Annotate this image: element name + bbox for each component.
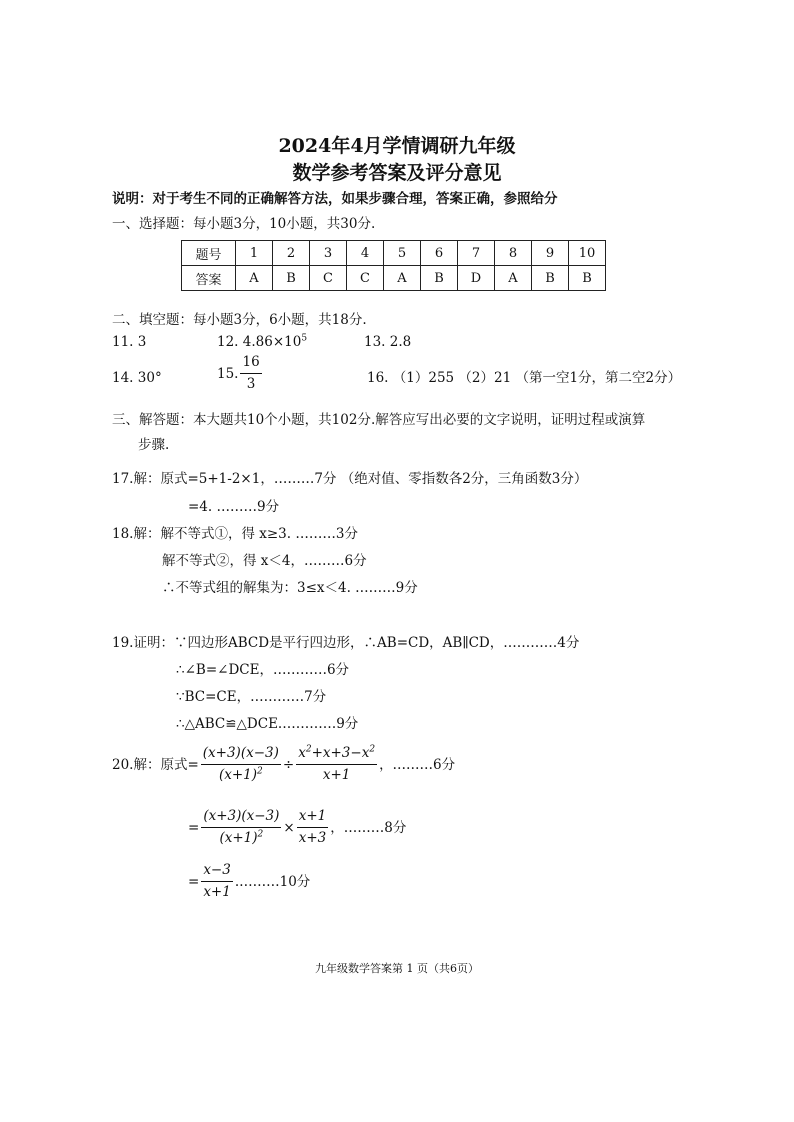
q20-score-1: ，………6分 <box>379 756 456 773</box>
fraction-numerator: x−3 <box>201 862 233 882</box>
q20-score-3: .………10分 <box>234 873 311 890</box>
q20-fraction-3 <box>201 808 281 847</box>
answer-q12-base: 12. 4.86×10 <box>217 334 302 350</box>
numerator-exponent-a: 2 <box>305 744 312 755</box>
q19-line3: ∵BC=CE，…………7分 <box>176 689 327 705</box>
fraction-denominator-exponent: 2 <box>257 829 264 840</box>
fraction-denominator: 3 <box>246 376 256 392</box>
table-cell: A <box>384 266 421 291</box>
fraction-denominator <box>217 828 265 847</box>
fraction-denominator-exponent: 2 <box>257 766 263 777</box>
page-title-line2: 数学参考答案及评分意见 <box>292 162 502 184</box>
q18-line2: 解不等式②，得 x＜4，………6分 <box>162 553 367 569</box>
table-row <box>182 241 606 266</box>
fraction-denominator: x+1 <box>203 884 231 900</box>
table-row <box>182 266 606 291</box>
fraction-denominator: x+1 <box>322 767 351 783</box>
numerator-term-b: +x+3−x <box>311 745 370 761</box>
q20-line1 <box>112 745 455 784</box>
table-cell: B <box>532 266 569 291</box>
table-cell: 1 <box>236 241 273 266</box>
section3-heading-line1: 三、解答题：本大题共10个小题，共102分.解答应写出必要的文字说明，证明过程或演算 <box>112 412 646 428</box>
q20-fraction-5 <box>201 862 233 901</box>
table-cell: 9 <box>532 241 569 266</box>
page-footer: 九年级数学答案第 1 页（共6页） <box>315 962 479 975</box>
q19-line1: 19.证明：∵四边形ABCD是平行四边形，∴AB=CD，AB∥CD，…………4分 <box>112 635 580 651</box>
answer-q16: 16. （1）255 （2）21 （第一空1分，第二空2分） <box>367 370 682 386</box>
answer-q15-label: 15. <box>217 365 239 382</box>
numerator-exponent-b: 2 <box>369 744 376 755</box>
section3-heading-line2: 步骤. <box>138 437 170 453</box>
equals-sign: = <box>188 873 200 890</box>
fraction-numerator: x+1 <box>297 808 329 828</box>
q18-line1: 18.解：解不等式①，得 x≥3. ………3分 <box>112 526 358 542</box>
q17-line2: =4. ………9分 <box>188 499 280 515</box>
fraction-numerator <box>296 745 377 765</box>
answer-q14: 14. 30° <box>112 370 162 386</box>
divide-sign: ÷ <box>282 756 295 773</box>
q20-line3 <box>188 862 310 901</box>
table-cell: C <box>347 266 384 291</box>
fraction-denominator-base: (x+1) <box>219 830 258 846</box>
answer-q15 <box>217 354 264 393</box>
table-cell: 6 <box>421 241 458 266</box>
multiply-sign: × <box>283 819 295 836</box>
table-cell: A <box>495 266 532 291</box>
answer-q15-fraction <box>240 354 261 393</box>
table-cell: 4 <box>347 241 384 266</box>
answer-q13: 13. 2.8 <box>364 334 412 350</box>
fraction-numerator: (x+3)(x−3) <box>201 808 281 828</box>
q20-fraction-1 <box>201 745 281 784</box>
fraction-numerator: 16 <box>240 354 261 374</box>
table-cell: 8 <box>495 241 532 266</box>
table-cell: 3 <box>310 241 347 266</box>
page-title-line1: 2024年4月学情调研九年级 <box>278 135 516 157</box>
q20-score-2: ，………8分 <box>330 819 407 836</box>
fraction-denominator: x+3 <box>298 830 327 846</box>
q19-line4: ∴△ABC≌△DCE.…………9分 <box>176 716 359 732</box>
section1-heading: 一、选择题：每小题3分，10小题，共30分. <box>112 216 376 232</box>
q18-line3: ∴不等式组的解集为：3≤x＜4. ………9分 <box>162 580 418 596</box>
table-cell: 5 <box>384 241 421 266</box>
table-cell: B <box>569 266 606 291</box>
table-cell: B <box>273 266 310 291</box>
section2-heading: 二、填空题：每小题3分，6小题，共18分. <box>112 312 367 328</box>
q20-line2 <box>188 808 406 847</box>
q20-fraction-4 <box>297 808 329 847</box>
intro-note: 说明：对于考生不同的正确解答方法，如果步骤合理，答案正确，参照给分 <box>112 191 558 207</box>
q19-line2: ∴∠B=∠DCE，…………6分 <box>176 662 350 678</box>
table-cell: 7 <box>458 241 495 266</box>
answer-table <box>181 240 606 291</box>
answer-q12 <box>217 333 307 351</box>
table-header-cell: 答案 <box>182 266 236 291</box>
numerator-term-a: x <box>298 745 306 761</box>
q17-line1: 17.解：原式=5+1-2×1，………7分 （绝对值、零指数各2分，三角函数3分） <box>112 471 588 487</box>
fraction-numerator: (x+3)(x−3) <box>201 745 281 765</box>
q20-label: 20.解：原式= <box>112 756 199 773</box>
table-cell: D <box>458 266 495 291</box>
table-cell: B <box>421 266 458 291</box>
table-cell: 2 <box>273 241 310 266</box>
answer-q11: 11. 3 <box>112 334 147 350</box>
table-cell: 10 <box>569 241 606 266</box>
fraction-denominator <box>217 765 265 784</box>
table-header-cell: 题号 <box>182 241 236 266</box>
fraction-denominator-base: (x+1) <box>218 767 257 783</box>
table-cell: A <box>236 266 273 291</box>
table-cell: C <box>310 266 347 291</box>
equals-sign: = <box>188 819 200 836</box>
q20-fraction-2 <box>296 745 377 784</box>
answer-q12-exponent: 5 <box>301 333 308 344</box>
